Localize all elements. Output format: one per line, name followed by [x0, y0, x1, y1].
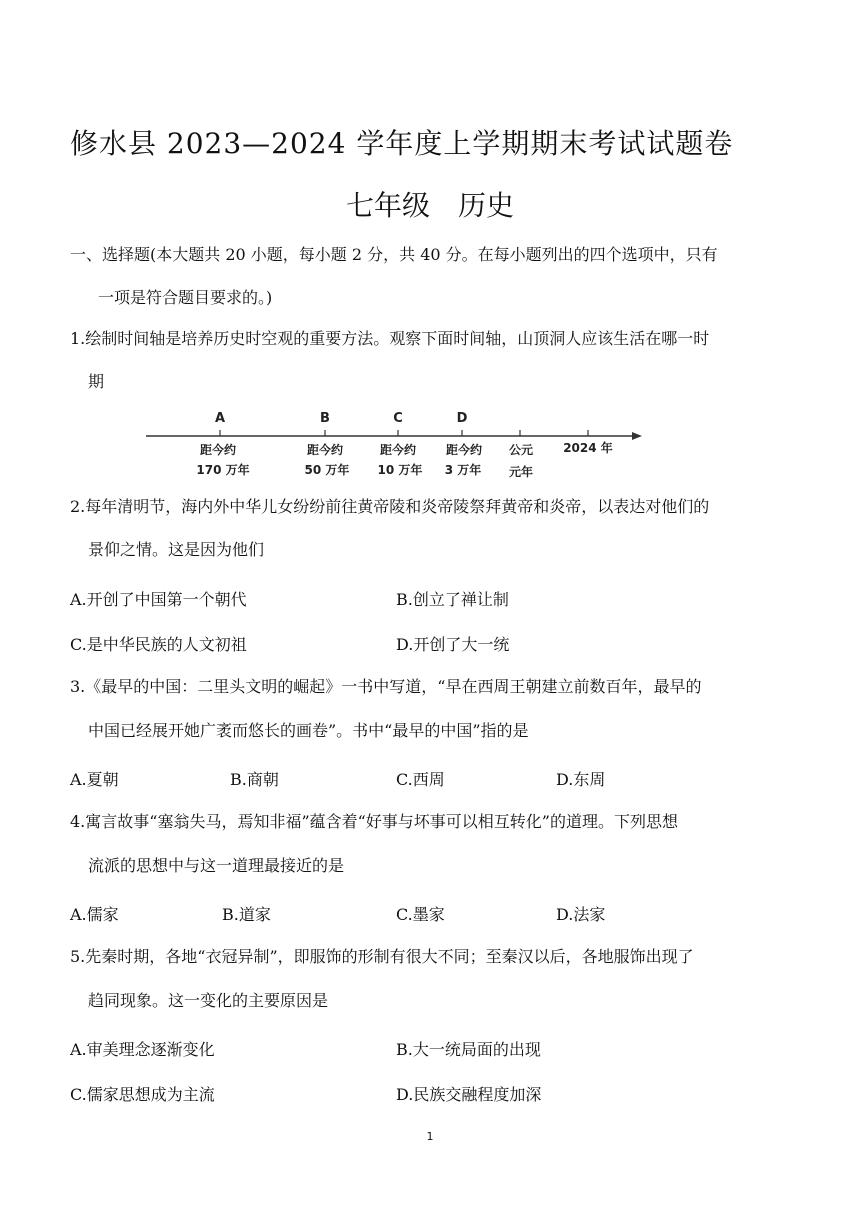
timeline-label-top: 距今约 — [199, 443, 237, 457]
question-5-line2: 趋同现象。这一变化的主要原因是 — [88, 991, 329, 1010]
question-4-option-d: D.法家 — [556, 905, 606, 924]
timeline-label-bottom: 10 万年 — [377, 463, 423, 477]
timeline-label-top: 距今约 — [306, 443, 344, 457]
question-5-option-b: B.大一统局面的出现 — [396, 1040, 541, 1059]
question-4-option-b: B.道家 — [222, 905, 271, 924]
timeline-letter-d: D — [456, 411, 468, 426]
question-4-line1: 4.寓言故事“塞翁失马，焉知非福”蕴含着“好事与坏事可以相互转化”的道理。下列思想 — [70, 812, 678, 831]
question-2-option-a: A.开创了中国第一个朝代 — [70, 590, 247, 609]
question-2-option-c: C.是中华民族的人文初祖 — [70, 635, 247, 654]
timeline-arrow — [632, 432, 642, 440]
question-3-line2: 中国已经展开她广袤而悠长的画卷”。书中“最早的中国”指的是 — [88, 721, 529, 740]
timeline-label-bottom: 170 万年 — [196, 463, 250, 477]
question-5-option-d: D.民族交融程度加深 — [396, 1085, 542, 1104]
question-5-option-a: A.审美理念逐渐变化 — [70, 1040, 215, 1059]
question-3-option-d: D.东周 — [556, 770, 606, 789]
question-2-option-d: D.开创了大一统 — [396, 635, 510, 654]
page-number: 1 — [426, 1130, 434, 1143]
question-4-option-a: A.儒家 — [70, 905, 119, 924]
timeline-label-top: 公元 — [508, 443, 534, 457]
question-3-option-a: A.夏朝 — [70, 770, 119, 789]
question-4-line2: 流派的思想中与这一道理最接近的是 — [88, 856, 345, 875]
question-2-option-b: B.创立了禅让制 — [396, 590, 509, 609]
question-1-line1: 1.绘制时间轴是培养历史时空观的重要方法。观察下面时间轴，山顶洞人应该生活在哪一时 — [70, 329, 710, 348]
question-2-line1: 2.每年清明节，海内外中华儿女纷纷前往黄帝陵和炎帝陵祭拜黄帝和炎帝，以表达对他们的 — [70, 497, 710, 516]
question-4-option-c: C.墨家 — [396, 905, 445, 924]
question-5-line1: 5.先秦时期，各地“衣冠异制”，即服饰的形制有很大不同；至秦汉以后，各地服饰出现了 — [70, 947, 694, 966]
question-3-line1: 3.《最早的中国：二里头文明的崛起》一书中写道，“早在西周王朝建立前数百年，最早的 — [70, 677, 702, 696]
timeline-label-bottom: 元年 — [508, 465, 534, 479]
section-instruction-line2: 一项是符合题目要求的。) — [98, 288, 273, 307]
question-3-option-c: C.西周 — [396, 770, 445, 789]
section-instruction-line1: 一、选择题(本大题共 20 小题，每小题 2 分，共 40 分。在每小题列出的四个选项中，只有 — [70, 245, 718, 264]
question-5-option-c: C.儒家思想成为主流 — [70, 1085, 215, 1104]
timeline-figure — [140, 402, 650, 482]
exam-title: 修水县 2023—2024 学年度上学期期末考试试题卷 — [70, 127, 734, 160]
timeline-label-top: 距今约 — [445, 443, 483, 457]
question-2-line2: 景仰之情。这是因为他们 — [88, 540, 265, 559]
timeline-label-bottom: 3 万年 — [444, 463, 482, 477]
timeline-letter-b: B — [320, 411, 330, 426]
timeline-label-top: 距今约 — [379, 443, 417, 457]
timeline-label-bottom: 50 万年 — [304, 463, 350, 477]
timeline-letter-c: C — [393, 411, 403, 426]
exam-subtitle: 七年级 历史 — [345, 189, 514, 222]
timeline-label-top: 2024 年 — [563, 441, 613, 455]
question-1-line2: 期 — [88, 372, 105, 391]
question-3-option-b: B.商朝 — [230, 770, 279, 789]
timeline-letter-a: A — [214, 411, 226, 426]
